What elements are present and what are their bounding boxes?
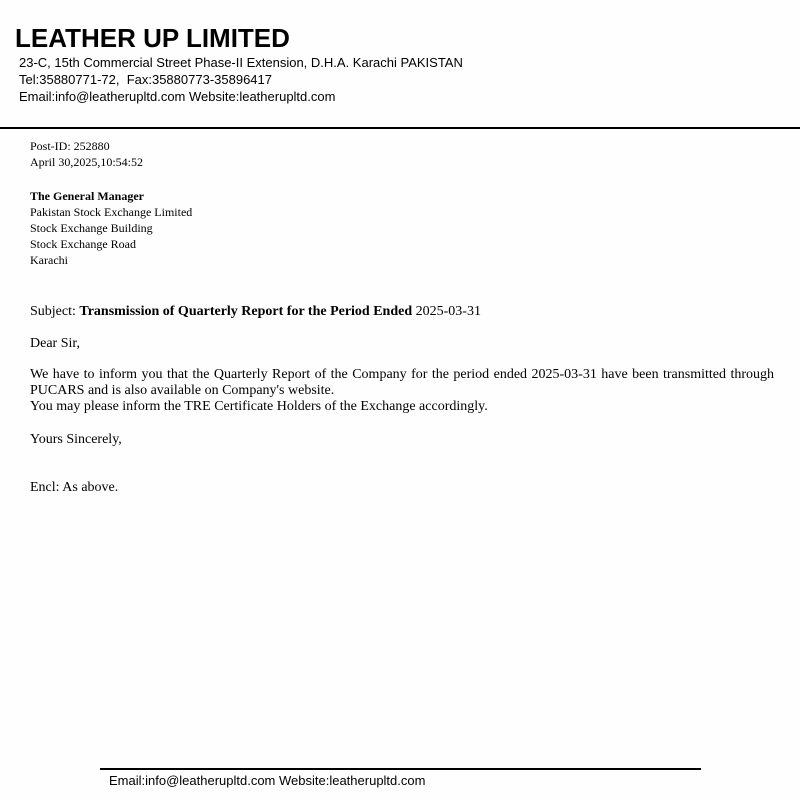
letter-body [30, 367, 774, 415]
footer-email-website: Email:info@leatherupltd.com Website:leatherupltd.com [109, 773, 426, 788]
enclosure: Encl: As above. [30, 480, 119, 495]
recipient-line: Pakistan Stock Exchange Limited [30, 205, 193, 219]
footer-divider [100, 768, 701, 770]
post-id: Post-ID: 252880 [30, 139, 110, 153]
subject-text: Transmission of Quarterly Report for the Period Ended [79, 304, 413, 319]
recipient-line: Karachi [30, 253, 68, 267]
closing: Yours Sincerely, [30, 432, 122, 447]
subject-date: 2025-03-31 [415, 304, 481, 319]
recipient-line: Stock Exchange Building [30, 221, 153, 235]
recipient-line: Stock Exchange Road [30, 237, 136, 251]
company-name: LEATHER UP LIMITED [15, 23, 290, 53]
subject-label: Subject: [30, 304, 76, 319]
body-paragraph: We have to inform you that the Quarterly Report of the Company for the period ended 2025-03-31 have been transmitted through PUCARS and is also available on Company's website. [30, 367, 774, 398]
salutation: Dear Sir, [30, 336, 80, 351]
company-address: 23-C, 15th Commercial Street Phase-II Extension, D.H.A. Karachi PAKISTAN [19, 55, 463, 70]
header-divider [0, 127, 800, 129]
letterhead [0, 0, 800, 128]
body-paragraph: You may please inform the TRE Certificate Holders of the Exchange accordingly. [30, 399, 488, 414]
recipient-block [30, 188, 192, 268]
post-datetime: April 30,2025,10:54:52 [30, 155, 143, 169]
company-phone-fax: Tel:35880771-72, Fax:35880773-35896417 [19, 72, 272, 87]
subject-line [30, 303, 481, 320]
company-email-website: Email:info@leatherupltd.com Website:leatherupltd.com [19, 89, 336, 104]
post-meta [30, 138, 143, 170]
recipient-title: The General Manager [30, 189, 144, 203]
